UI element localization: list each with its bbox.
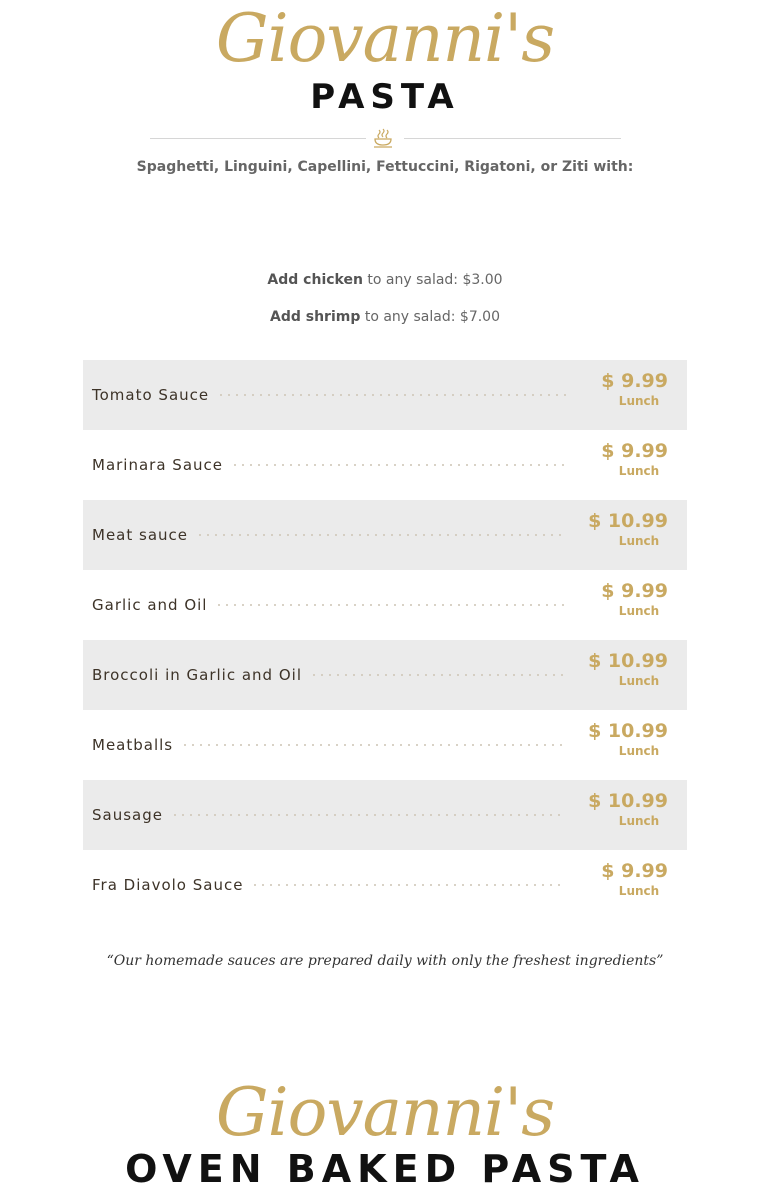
price-box [578,860,668,899]
menu-item-price: $ 9.99 [601,370,668,392]
addon-chicken-bold: Add chicken [267,272,363,288]
menu-item-name: Meatballs [92,736,174,754]
brand-script-title: Giovanni's [215,0,555,77]
bowl-icon [372,128,394,148]
menu-item-price: $ 10.99 [588,720,668,742]
menu-item-price-label: Lunch [618,604,660,618]
menu-item-name: Sausage [92,806,163,824]
menu-item [83,430,687,500]
divider-right [404,138,621,139]
menu-item-price: $ 9.99 [601,860,668,882]
sauce-quote: “Our homemade sauces are prepared daily with only the freshest ingredients” [106,953,664,969]
dot-leader [181,744,566,746]
price-box [578,580,668,619]
price-box [578,790,668,829]
price-box [578,720,668,759]
dot-leader [215,604,566,606]
menu-item [83,640,687,710]
menu-item [83,710,687,780]
menu-item [83,570,687,640]
menu-item-name: Broccoli in Garlic and Oil [92,666,302,684]
menu-item-name: Fra Diavolo Sauce [92,876,244,894]
price-box [578,370,668,409]
menu-item-price: $ 9.99 [601,440,668,462]
menu-item [83,500,687,570]
addon-shrimp-rest: to any salad: $7.00 [360,309,500,325]
dot-leader [310,674,566,676]
dot-leader [231,464,566,466]
menu-item-price-label: Lunch [618,464,660,478]
section-title-oven-baked: OVEN BAKED PASTA [125,1147,645,1191]
dot-leader [196,534,566,536]
brand-script-title-2: Giovanni's [215,1074,555,1151]
price-box [578,510,668,549]
dot-leader [251,884,566,886]
addon-chicken [0,272,770,288]
price-box [578,440,668,479]
menu-item-name: Garlic and Oil [92,596,208,614]
menu-item-price-label: Lunch [618,814,660,828]
addon-chicken-rest: to any salad: $3.00 [362,272,503,288]
menu-item-name: Marinara Sauce [92,456,223,474]
divider-left [150,138,366,139]
addon-shrimp-bold: Add shrimp [270,309,361,325]
menu-item-price: $ 9.99 [601,580,668,602]
dot-leader [171,814,566,816]
menu-item [83,780,687,850]
price-box [578,650,668,689]
menu-item-name: Meat sauce [92,526,189,544]
menu-list [83,360,687,920]
menu-item [83,360,687,430]
menu-item-price-label: Lunch [618,674,660,688]
pasta-types-text: Spaghetti, Linguini, Capellini, Fettuccini, Rigatoni, or Ziti with: [136,159,634,175]
menu-item-price-label: Lunch [618,884,660,898]
menu-item-name: Tomato Sauce [92,386,210,404]
menu-item-price-label: Lunch [618,534,660,548]
section-title-pasta: PASTA [310,77,460,117]
menu-item-price: $ 10.99 [588,650,668,672]
menu-item-price-label: Lunch [618,394,660,408]
menu-item-price: $ 10.99 [588,790,668,812]
menu-item-price: $ 10.99 [588,510,668,532]
menu-item-price-label: Lunch [618,744,660,758]
dot-leader [217,394,566,396]
menu-item [83,850,687,920]
addon-shrimp [0,309,770,325]
